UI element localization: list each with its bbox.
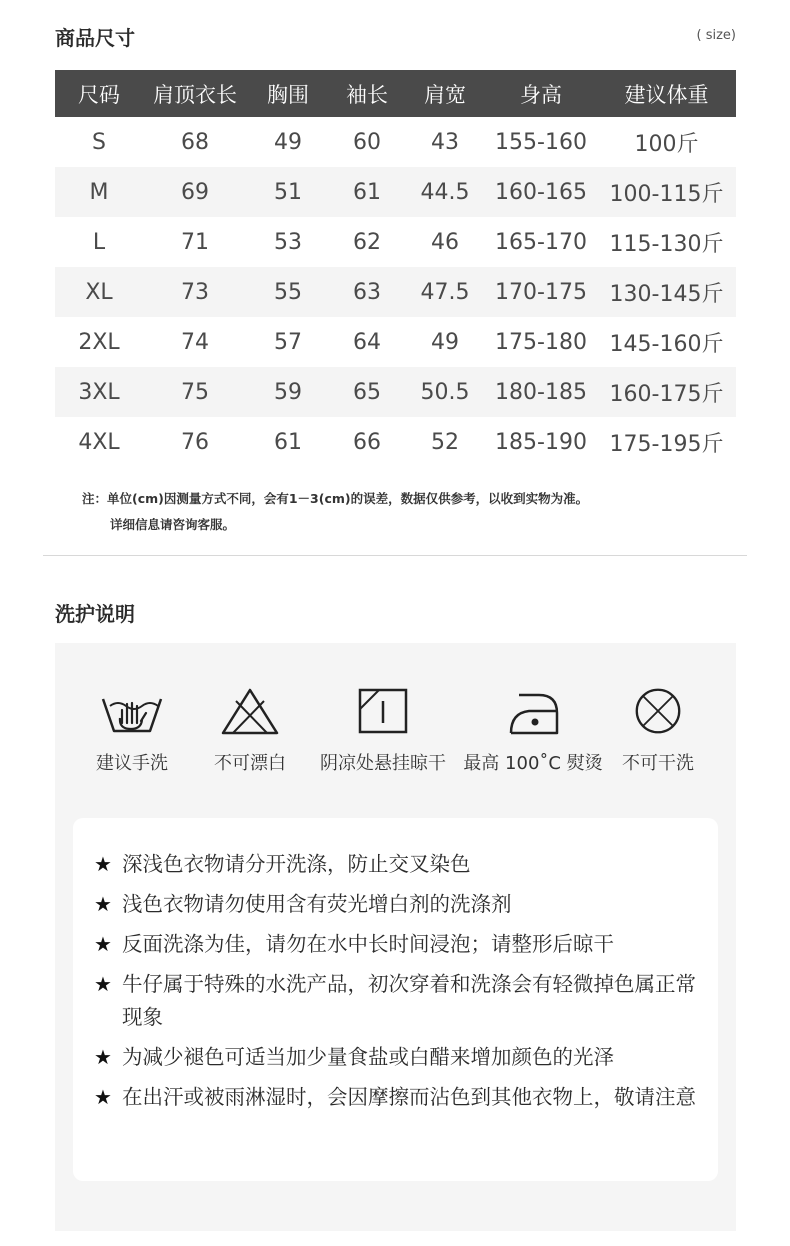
no-dry-clean-icon (632, 687, 684, 735)
star-icon: ★ (94, 932, 112, 956)
care-tips-card (73, 818, 718, 1181)
care-icon-item (211, 687, 289, 775)
table-cell: 49 (431, 329, 459, 355)
table-cell: 2XL (78, 329, 120, 355)
star-icon: ★ (94, 1085, 112, 1109)
table-cell: 100-115斤 (597, 167, 736, 217)
table-row (55, 417, 736, 467)
line-dry-shade-icon (357, 687, 409, 735)
table-cell: 43 (431, 129, 459, 155)
table-cell: 71 (181, 229, 209, 255)
table-cell: 55 (247, 267, 329, 317)
care-icon-label: 建议手洗 (96, 753, 168, 774)
table-cell: 75 (143, 367, 247, 417)
list-item (94, 928, 704, 961)
size-table (55, 70, 736, 467)
size-note-line: 详细信息请咨询客服。 (110, 517, 236, 532)
header-cell: 胸围 (247, 70, 329, 117)
size-note-line: 注：单位(cm)因测量方式不同，会有1－3(cm)的误差，数据仅供参考，以收到实物为准。 (82, 491, 589, 506)
table-cell: 3XL (55, 367, 143, 417)
list-item (94, 1081, 704, 1114)
care-section-title: 洗护说明 (55, 602, 135, 626)
iron-icon (505, 687, 561, 735)
table-cell: 68 (181, 129, 209, 155)
care-icon-item (93, 687, 171, 775)
table-cell: 49 (274, 129, 302, 155)
no-bleach-icon (220, 687, 280, 735)
table-cell: 60 (353, 129, 381, 155)
table-cell: XL (55, 267, 143, 317)
table-cell: 52 (431, 429, 459, 455)
table-cell: 160-165 (485, 167, 597, 217)
table-cell: 46 (431, 229, 459, 255)
list-item (94, 848, 704, 881)
table-row (55, 267, 736, 317)
table-cell: S (92, 129, 106, 155)
table-cell: 59 (247, 367, 329, 417)
header-cell: 肩宽 (405, 70, 485, 117)
table-cell: 76 (181, 429, 209, 455)
table-cell: 61 (329, 167, 405, 217)
table-cell: 160-175斤 (597, 367, 736, 417)
table-cell: 165-170 (495, 229, 587, 255)
table-cell: 175-195斤 (609, 431, 724, 457)
star-icon: ★ (94, 1045, 112, 1069)
table-cell: 155-160 (495, 129, 587, 155)
table-cell: 100斤 (634, 131, 699, 157)
table-cell: 53 (274, 229, 302, 255)
table-cell: 69 (143, 167, 247, 217)
table-cell: 44.5 (405, 167, 485, 217)
table-cell: 50.5 (405, 367, 485, 417)
star-icon: ★ (94, 892, 112, 916)
tip-text: 在出汗或被雨淋湿时，会因摩擦而沾色到其他衣物上，敬请注意 (122, 1085, 696, 1109)
care-tips-list (94, 848, 704, 1121)
care-icon-item (618, 687, 698, 775)
size-section-subtitle: ( size) (696, 28, 736, 43)
list-item (94, 968, 704, 1034)
table-cell: L (92, 229, 106, 255)
table-cell: M (55, 167, 143, 217)
list-item (94, 888, 704, 921)
care-icon-label: 不可干洗 (622, 753, 694, 774)
hand-wash-icon (100, 687, 164, 735)
care-icon-item (317, 687, 449, 775)
table-cell: 62 (353, 229, 381, 255)
table-cell: 66 (353, 429, 381, 455)
size-section-title: 商品尺寸 (55, 26, 135, 50)
table-cell: 4XL (78, 429, 120, 455)
table-cell: 185-190 (495, 429, 587, 455)
size-section-header (55, 22, 736, 52)
table-cell: 63 (329, 267, 405, 317)
star-icon: ★ (94, 972, 112, 996)
section-divider (43, 555, 747, 556)
care-icon-label: 最高 100˚C 熨烫 (463, 753, 603, 774)
header-cell: 建议体重 (597, 70, 736, 117)
care-icon-label: 不可漂白 (214, 753, 286, 774)
table-row (55, 317, 736, 367)
header-cell: 肩顶衣长 (143, 70, 247, 117)
table-cell: 170-175 (485, 267, 597, 317)
table-cell: 130-145斤 (597, 267, 736, 317)
table-cell: 47.5 (405, 267, 485, 317)
size-note (82, 486, 588, 538)
table-row (55, 117, 736, 167)
table-cell: 180-185 (485, 367, 597, 417)
tip-text: 反面洗涤为佳，请勿在水中长时间浸泡；请整形后晾干 (122, 932, 614, 956)
table-row (55, 217, 736, 267)
care-icon-item (459, 687, 607, 775)
table-cell: 175-180 (495, 329, 587, 355)
table-row (55, 167, 736, 217)
table-cell: 74 (181, 329, 209, 355)
table-cell: 57 (274, 329, 302, 355)
table-cell: 145-160斤 (609, 331, 724, 357)
star-icon: ★ (94, 852, 112, 876)
size-table-header-row (55, 70, 736, 117)
care-icon-label: 阴凉处悬挂晾干 (320, 753, 446, 774)
tip-text: 浅色衣物请勿使用含有荧光增白剂的洗涤剂 (122, 892, 512, 916)
tip-text: 牛仔属于特殊的水洗产品，初次穿着和洗涤会有轻微掉色属正常现象 (122, 972, 696, 1029)
table-cell: 73 (143, 267, 247, 317)
table-cell: 61 (274, 429, 302, 455)
care-panel (55, 643, 736, 1231)
list-item (94, 1041, 704, 1074)
header-cell: 袖长 (329, 70, 405, 117)
table-row (55, 367, 736, 417)
tip-text: 为减少褪色可适当加少量食盐或白醋来增加颜色的光泽 (122, 1045, 614, 1069)
tip-text: 深浅色衣物请分开洗涤，防止交叉染色 (122, 852, 471, 876)
table-cell: 115-130斤 (609, 231, 724, 257)
table-cell: 51 (247, 167, 329, 217)
table-cell: 65 (329, 367, 405, 417)
header-cell: 身高 (485, 70, 597, 117)
table-cell: 64 (353, 329, 381, 355)
header-cell: 尺码 (55, 70, 143, 117)
